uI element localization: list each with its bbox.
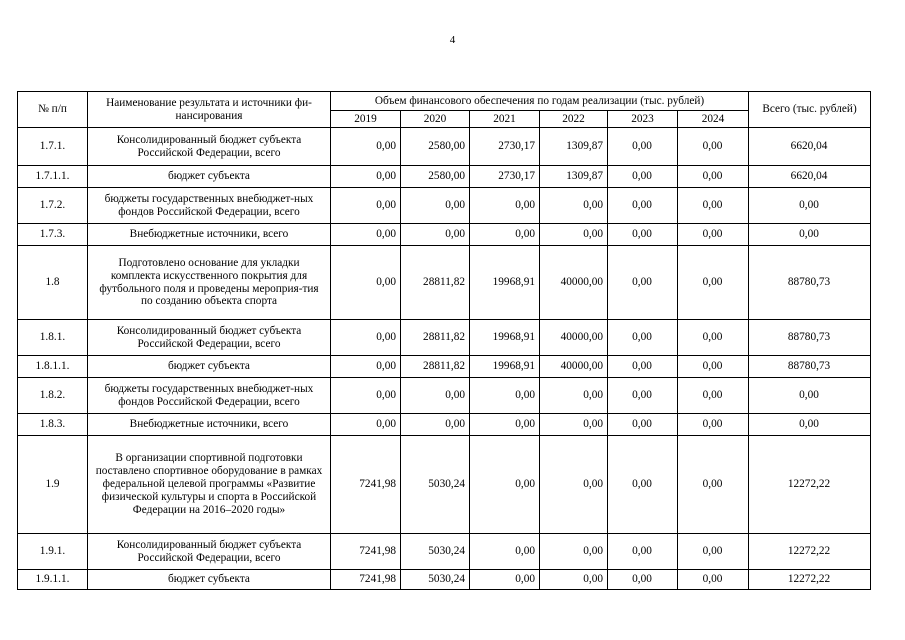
header-year: 2019 xyxy=(331,111,401,128)
year-value-cell: 0,00 xyxy=(401,188,470,224)
year-value-cell: 0,00 xyxy=(331,128,401,166)
row-index: 1.9.1. xyxy=(18,534,88,570)
financing-table xyxy=(17,91,871,590)
year-value-cell: 2730,17 xyxy=(470,166,540,188)
header-year: 2023 xyxy=(608,111,678,128)
header-volume: Объем финансового обеспечения по годам реализации (тыс. рублей) xyxy=(331,92,749,111)
year-value-cell: 0,00 xyxy=(401,378,470,414)
year-value-cell: 0,00 xyxy=(608,128,678,166)
year-value-cell: 0,00 xyxy=(540,224,608,246)
header-year: 2024 xyxy=(678,111,749,128)
year-value-cell: 0,00 xyxy=(608,414,678,436)
year-value-cell: 28811,82 xyxy=(401,320,470,356)
year-value-cell: 0,00 xyxy=(608,570,678,590)
row-total: 12272,22 xyxy=(749,534,871,570)
row-name: В организации спортивной подготовки поставлено спортивное оборудование в рамках федеральной целевой программы «Развитие физической культуры и спорта в Российской Федерации на 2016–2020 годы» xyxy=(88,436,331,534)
year-value-cell: 40000,00 xyxy=(540,356,608,378)
row-name: Консолидированный бюджет субъекта Российской Федерации, всего xyxy=(88,128,331,166)
row-index: 1.7.2. xyxy=(18,188,88,224)
year-value-cell: 1309,87 xyxy=(540,166,608,188)
row-total: 6620,04 xyxy=(749,128,871,166)
table-row xyxy=(18,224,871,246)
row-name: Подготовлено основание для укладки комплекта искусственного покрытия для футбольного поля и проведены мероприя-тия по созданию объекта спорта xyxy=(88,246,331,320)
row-total: 0,00 xyxy=(749,414,871,436)
row-index: 1.8.2. xyxy=(18,378,88,414)
row-index: 1.8.1. xyxy=(18,320,88,356)
row-name: бюджет субъекта xyxy=(88,570,331,590)
year-value-cell: 0,00 xyxy=(678,414,749,436)
year-value-cell: 0,00 xyxy=(331,166,401,188)
row-total: 88780,73 xyxy=(749,320,871,356)
table-row xyxy=(18,356,871,378)
table-row xyxy=(18,188,871,224)
year-value-cell: 7241,98 xyxy=(331,534,401,570)
row-index: 1.9 xyxy=(18,436,88,534)
row-index: 1.9.1.1. xyxy=(18,570,88,590)
year-value-cell: 0,00 xyxy=(608,224,678,246)
table-row xyxy=(18,320,871,356)
year-value-cell: 0,00 xyxy=(678,224,749,246)
year-value-cell: 7241,98 xyxy=(331,436,401,534)
year-value-cell: 19968,91 xyxy=(470,320,540,356)
year-value-cell: 5030,24 xyxy=(401,570,470,590)
year-value-cell: 0,00 xyxy=(678,166,749,188)
header-year: 2021 xyxy=(470,111,540,128)
year-value-cell: 0,00 xyxy=(331,320,401,356)
year-value-cell: 0,00 xyxy=(331,246,401,320)
row-name: Консолидированный бюджет субъекта Российской Федерации, всего xyxy=(88,320,331,356)
year-value-cell: 0,00 xyxy=(470,188,540,224)
year-value-cell: 0,00 xyxy=(331,188,401,224)
row-index: 1.7.1. xyxy=(18,128,88,166)
header-year: 2020 xyxy=(401,111,470,128)
year-value-cell: 0,00 xyxy=(401,224,470,246)
year-value-cell: 0,00 xyxy=(608,166,678,188)
year-value-cell: 28811,82 xyxy=(401,356,470,378)
year-value-cell: 0,00 xyxy=(678,534,749,570)
row-total: 88780,73 xyxy=(749,356,871,378)
year-value-cell: 2580,00 xyxy=(401,128,470,166)
year-value-cell: 0,00 xyxy=(678,188,749,224)
year-value-cell: 0,00 xyxy=(608,246,678,320)
table-row xyxy=(18,534,871,570)
row-name: Внебюджетные источники, всего xyxy=(88,224,331,246)
year-value-cell: 0,00 xyxy=(608,436,678,534)
row-name: Консолидированный бюджет субъекта Российской Федерации, всего xyxy=(88,534,331,570)
row-name: бюджеты государственных внебюджет-ных фондов Российской Федерации, всего xyxy=(88,378,331,414)
year-value-cell: 0,00 xyxy=(331,356,401,378)
year-value-cell: 0,00 xyxy=(470,534,540,570)
year-value-cell: 0,00 xyxy=(540,414,608,436)
table-row xyxy=(18,128,871,166)
year-value-cell: 0,00 xyxy=(470,414,540,436)
year-value-cell: 5030,24 xyxy=(401,534,470,570)
table-row xyxy=(18,436,871,534)
year-value-cell: 0,00 xyxy=(608,356,678,378)
header-index: № п/п xyxy=(18,92,88,128)
year-value-cell: 40000,00 xyxy=(540,320,608,356)
year-value-cell: 0,00 xyxy=(540,534,608,570)
row-index: 1.7.1.1. xyxy=(18,166,88,188)
year-value-cell: 0,00 xyxy=(470,570,540,590)
row-name: бюджеты государственных внебюджет-ных фондов Российской Федерации, всего xyxy=(88,188,331,224)
header-total: Всего (тыс. рублей) xyxy=(749,92,871,128)
table-row xyxy=(18,570,871,590)
row-name: бюджет субъекта xyxy=(88,166,331,188)
table-row xyxy=(18,166,871,188)
row-total: 12272,22 xyxy=(749,436,871,534)
year-value-cell: 19968,91 xyxy=(470,246,540,320)
year-value-cell: 0,00 xyxy=(678,128,749,166)
year-value-cell: 0,00 xyxy=(470,224,540,246)
header-name: Наименование результата и источники фи-нансирования xyxy=(88,92,331,128)
year-value-cell: 0,00 xyxy=(401,414,470,436)
year-value-cell: 0,00 xyxy=(470,436,540,534)
year-value-cell: 40000,00 xyxy=(540,246,608,320)
year-value-cell: 0,00 xyxy=(608,188,678,224)
row-total: 0,00 xyxy=(749,188,871,224)
row-total: 6620,04 xyxy=(749,166,871,188)
table-row xyxy=(18,414,871,436)
table-body xyxy=(18,128,871,590)
year-value-cell: 0,00 xyxy=(540,436,608,534)
year-value-cell: 19968,91 xyxy=(470,356,540,378)
header-year: 2022 xyxy=(540,111,608,128)
year-value-cell: 0,00 xyxy=(608,378,678,414)
year-value-cell: 0,00 xyxy=(331,224,401,246)
year-value-cell: 0,00 xyxy=(540,570,608,590)
row-total: 0,00 xyxy=(749,224,871,246)
year-value-cell: 0,00 xyxy=(331,378,401,414)
year-value-cell: 0,00 xyxy=(678,320,749,356)
year-value-cell: 2730,17 xyxy=(470,128,540,166)
table-row xyxy=(18,246,871,320)
table-row xyxy=(18,378,871,414)
row-index: 1.7.3. xyxy=(18,224,88,246)
year-value-cell: 7241,98 xyxy=(331,570,401,590)
year-value-cell: 5030,24 xyxy=(401,436,470,534)
year-value-cell: 2580,00 xyxy=(401,166,470,188)
year-value-cell: 0,00 xyxy=(678,570,749,590)
year-value-cell: 0,00 xyxy=(331,414,401,436)
row-name: Внебюджетные источники, всего xyxy=(88,414,331,436)
year-value-cell: 0,00 xyxy=(678,378,749,414)
page-number: 4 xyxy=(449,34,456,46)
year-value-cell: 0,00 xyxy=(608,320,678,356)
row-name: бюджет субъекта xyxy=(88,356,331,378)
row-total: 88780,73 xyxy=(749,246,871,320)
year-value-cell: 1309,87 xyxy=(540,128,608,166)
row-index: 1.8 xyxy=(18,246,88,320)
year-value-cell: 0,00 xyxy=(678,246,749,320)
row-total: 0,00 xyxy=(749,378,871,414)
year-value-cell: 0,00 xyxy=(470,378,540,414)
year-value-cell: 28811,82 xyxy=(401,246,470,320)
year-value-cell: 0,00 xyxy=(678,356,749,378)
row-total: 12272,22 xyxy=(749,570,871,590)
year-value-cell: 0,00 xyxy=(608,534,678,570)
year-value-cell: 0,00 xyxy=(540,378,608,414)
year-value-cell: 0,00 xyxy=(678,436,749,534)
year-value-cell: 0,00 xyxy=(540,188,608,224)
row-index: 1.8.1.1. xyxy=(18,356,88,378)
row-index: 1.8.3. xyxy=(18,414,88,436)
